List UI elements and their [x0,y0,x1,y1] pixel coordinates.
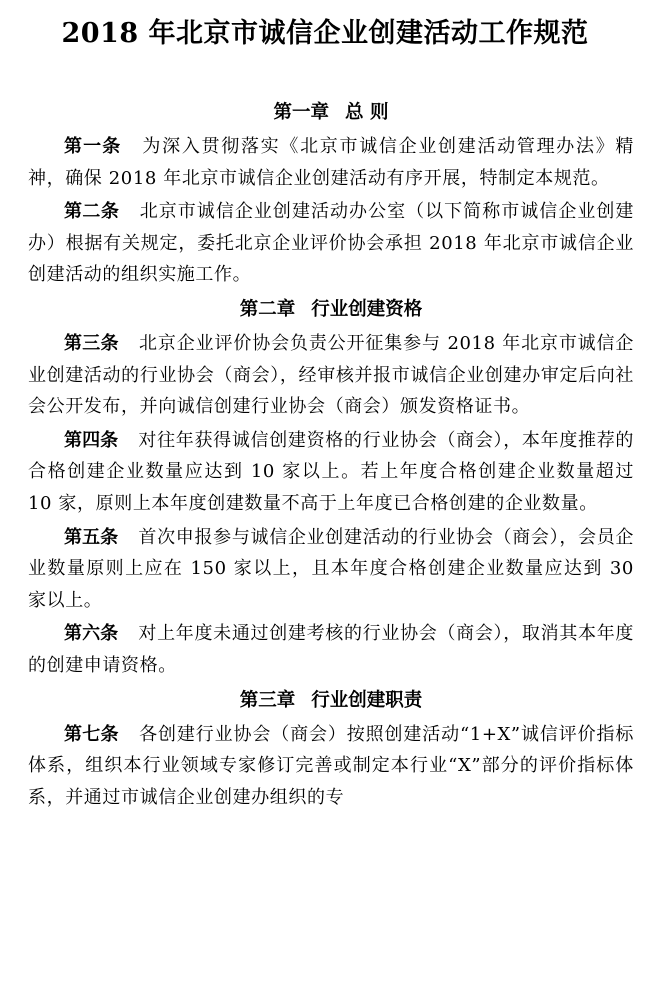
article-label: 第七条 [64,723,119,745]
article-text: 各创建行业协会（商会）按照创建活动“1+X”诚信评价指标体系，组织本行业领域专家修订完善或制定本行业“X”部分的评价指标体系，并通过市诚信企业创建办组织的专 [28,723,634,808]
chapter-name: 行业创建资格 [311,298,423,320]
article-text: 对上年度未通过创建考核的行业协会（商会），取消其本年度的创建申请资格。 [28,623,634,676]
chapter-heading-3 [28,682,634,719]
article-3 [28,328,634,423]
chapter-heading-1 [28,94,634,131]
article-label: 第六条 [64,623,119,645]
chapter-name: 行业创建职责 [311,689,423,711]
article-4 [28,425,634,520]
article-text: 为深入贯彻落实《北京市诚信企业创建活动管理办法》精神，确保 2018 年北京市诚信企业创建活动有序开展，特制定本规范。 [28,136,635,189]
article-text: 对往年获得诚信创建资格的行业协会（商会），本年度推荐的合格创建企业数量应达到 10 家以上。若上年度合格创建企业数量超过 10 家，原则上本年度创建数量不高于上年度已合格创建的企业数量。 [28,429,634,514]
article-text: 北京市诚信企业创建活动办公室（以下简称市诚信企业创建办）根据有关规定，委托北京企业评价协会承担 2018 年北京市诚信企业创建活动的组织实施工作。 [28,201,635,286]
document-body [28,94,634,813]
chapter-heading-2 [28,291,634,328]
article-label: 第三条 [64,332,119,354]
article-text: 北京企业评价协会负责公开征集参与 2018 年北京市诚信企业创建活动的行业协会（商会），经审核并报市诚信企业创建办审定后向社会公开发布，并向诚信创建行业协会（商会）颁发资格证书。 [28,332,635,418]
chapter-number: 第一章 [273,102,330,123]
article-label: 第四条 [64,429,119,451]
article-text: 首次申报参与诚信企业创建活动的行业协会（商会），会员企业数量原则上应在 150 家以上，且本年度合格创建企业数量应达到 30 家以上。 [28,526,634,611]
article-label: 第二条 [64,201,120,223]
article-label: 第一条 [64,136,122,157]
document-title: 2018 年北京市诚信企业创建活动工作规范 [61,18,589,49]
article-5 [28,522,634,617]
article-6 [28,618,634,681]
article-2 [28,196,634,291]
chapter-name: 总 则 [345,102,389,123]
article-label: 第五条 [64,526,119,548]
article-1 [28,131,634,194]
chapter-number: 第二章 [239,298,296,320]
chapter-number: 第三章 [239,689,296,711]
article-7 [28,719,634,814]
